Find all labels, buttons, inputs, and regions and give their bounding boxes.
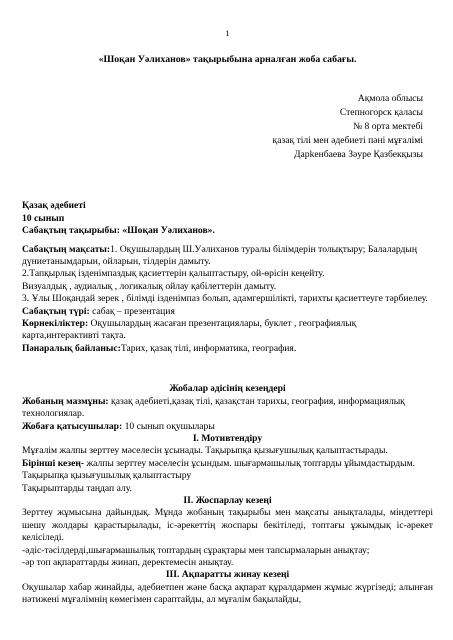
goals-label: Сабақтың мақсаты: bbox=[22, 243, 111, 255]
section-paragraph bbox=[22, 445, 433, 457]
stage-sections bbox=[22, 433, 433, 607]
paragraph-text: жалпы зерттеу мәселесін ұсындым. шығармашылық топтарды ұйымдастырдым. bbox=[84, 457, 416, 469]
paragraph-bold-lead: Бірінші кезең- bbox=[22, 457, 85, 469]
author-city: Степногорск қаласы bbox=[339, 107, 423, 119]
author-region: Ақмола облысы bbox=[357, 93, 423, 105]
lesson-type-label: Сабақтың түрі: bbox=[22, 305, 90, 317]
section-paragraph bbox=[22, 458, 433, 470]
lesson-type bbox=[22, 306, 433, 318]
paragraph-text: Мұғалім жалпы зерттеу мәселесін ұсынады. Тақырыпқа қызығушылық қалыптастырады. bbox=[22, 445, 388, 457]
participants-value: 10 сынып оқушылары bbox=[122, 420, 215, 432]
project-content-value: қазақ әдебиеті,қазақ тілі, қазақстан тарихы, география, информациялық технологиялар. bbox=[22, 395, 405, 420]
author-block bbox=[22, 92, 423, 162]
paragraph-text: -әр топ ақпараттарды жинап, деректемесін анықтау. bbox=[22, 556, 234, 568]
section-paragraph bbox=[22, 545, 433, 557]
grade: 10 сынып bbox=[22, 212, 65, 224]
project-participants bbox=[22, 421, 433, 433]
goals-line-2: 2.Тапқырлық ізденімпаздық қасиеттерін қалыптастыру, ой-өрісін кеңейту. bbox=[22, 268, 325, 280]
interdisciplinary-value: Тарих, қазақ тілі, информатика, география. bbox=[120, 342, 297, 354]
visual-aids bbox=[22, 318, 433, 343]
subject: Қазақ әдебиеті bbox=[22, 200, 86, 212]
section-paragraph bbox=[22, 470, 433, 482]
lesson-type-value: сабақ – презентация bbox=[89, 305, 175, 317]
author-position: қазақ тілі мен әдебиеті пәні мұғалімі bbox=[272, 135, 423, 147]
paragraph-text: -әдіс-тәсілдерді,шығармашылық топтардың сұрақтары мен тапсырмаларын анықтау; bbox=[22, 544, 370, 556]
interdisciplinary-label: Пәнаралық байланыс: bbox=[22, 342, 121, 354]
goals-line-4: 3. Ұлы Шоқандай зерек , білімді ізденімпаз болып, адамгершілікті, тарихты қасиеттеуге тәрбиелеу. bbox=[22, 293, 428, 305]
interdisciplinary bbox=[22, 343, 433, 355]
lesson-topic: Сабақтың тақырыбы: «Шоқан Уәлиханов». bbox=[22, 225, 215, 237]
visual-aids-label: Көрнекіліктер: bbox=[22, 318, 89, 330]
paragraph-text: Тақырыптарды таңдап алу. bbox=[22, 482, 132, 494]
project-content bbox=[22, 396, 433, 421]
lesson-goals bbox=[22, 244, 433, 269]
author-school: № 8 орта мектебі bbox=[352, 121, 423, 133]
participants-label: Жобаға қатысушылар: bbox=[22, 420, 123, 432]
section-heading: ІІІ. Ақпаратты жинау кезеңі bbox=[165, 569, 290, 581]
goals-line-3: Визуалдық , аудиалық , логикалық ойлау қабілеттерін дамыту. bbox=[22, 280, 277, 292]
stages-heading: Жобалар әдісінің кезеңдері bbox=[169, 383, 286, 395]
page-number: 1 bbox=[225, 28, 230, 38]
section-paragraph bbox=[22, 582, 433, 607]
paragraph-text: Оқушылар хабар жинайды, әдебиетпен және басқа ақпарат құралдармен жұмыс жүргізеді; алынған нәтижені мұғалімнің көмегімен сараптайды, ал мұғалім бақылайды, bbox=[22, 581, 433, 606]
project-content-label: Жобаның мазмұны: bbox=[22, 395, 109, 407]
paragraph-text: Зерттеу жұмысына дайындық. Мұнда жобаның тақырыбы мен мақсаты анықталады, міндеттері шешу жолдары қарастырылады, іс-әрекеттің жоспары бекітіледі, топтағы ұжымдық іс-әрекет келісіледі. bbox=[22, 507, 433, 544]
document-title: «Шоқан Уәлиханов» тақырыбына арналған жоба сабағы. bbox=[98, 54, 357, 65]
section-paragraph bbox=[22, 557, 433, 569]
visual-aids-value: Оқушылардың жасаған презентациялары, буклет , географиялық карта,интерактивті тақта. bbox=[22, 318, 357, 342]
paragraph-text: Тақырыпқа қызығушылық қалыптастыру bbox=[22, 470, 192, 482]
section-paragraph bbox=[22, 507, 433, 544]
goals-line-1: 1. Оқушылардың Ш.Уәлиханов туралы білімдерін толықтыру; Балалардың дүниетанымдарын, ойларын, тілдерін дамыту. bbox=[22, 243, 417, 268]
author-name: Дарkенбаева Зәуре Қазбекқызы bbox=[293, 149, 423, 161]
section-heading: ІІ. Жоспарлау кезеңі bbox=[183, 494, 272, 506]
section-paragraph bbox=[22, 483, 433, 495]
section-heading: І. Мотивтендіру bbox=[192, 432, 263, 444]
